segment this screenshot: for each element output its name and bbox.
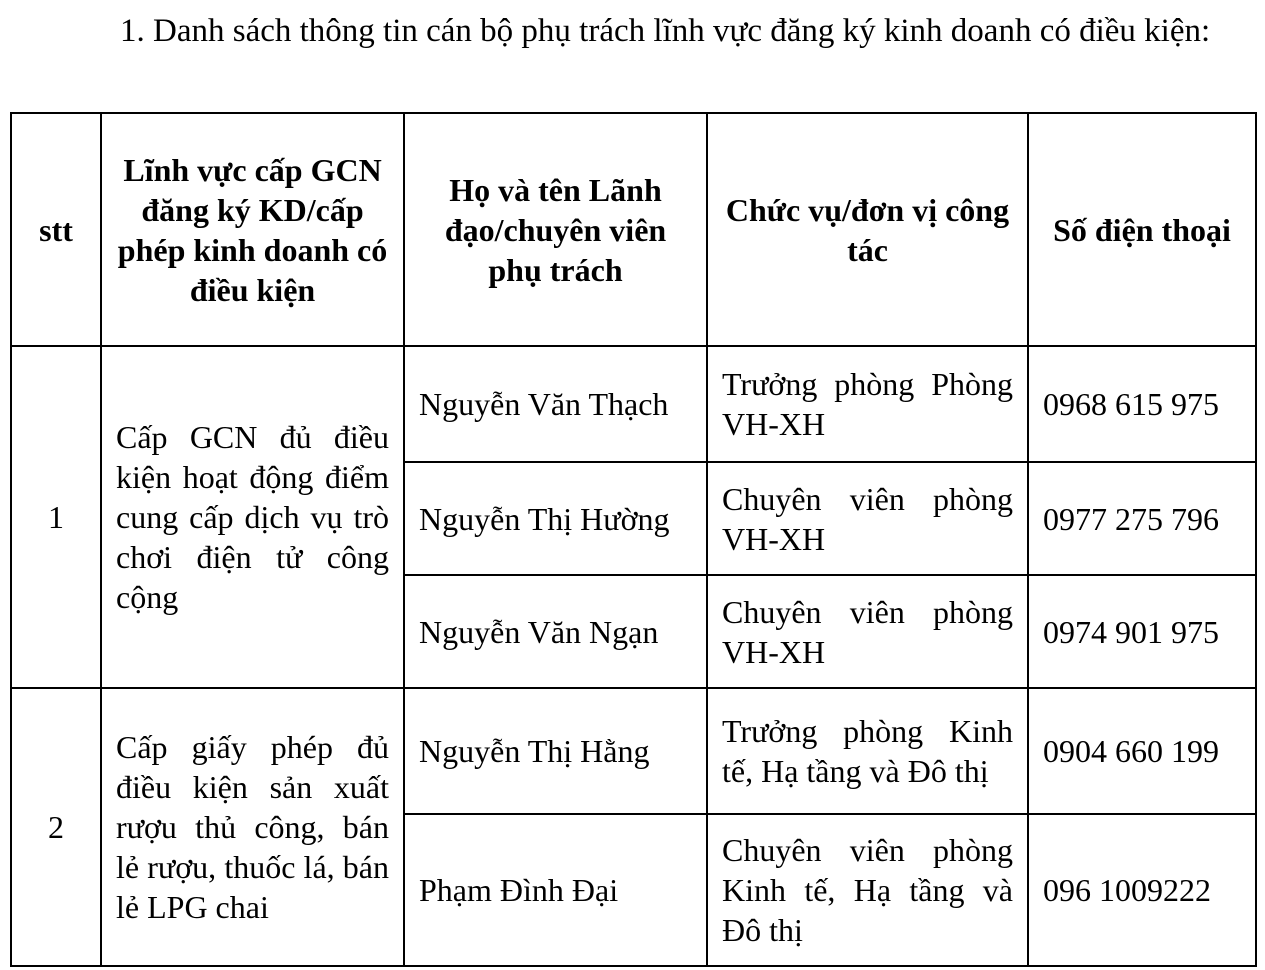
staff-position: Trưởng phòng Phòng VH-XH (707, 346, 1028, 462)
table-row (11, 688, 1256, 814)
header-field: Lĩnh vực cấp GCN đăng ký KD/cấp phép kinh doanh có điều kiện (101, 113, 404, 346)
header-stt: stt (11, 113, 101, 346)
staff-name: Nguyễn Thị Hường (404, 462, 707, 575)
table-header-row (11, 113, 1256, 346)
staff-position: Chuyên viên phòng Kinh tế, Hạ tầng và Đô thị (707, 814, 1028, 966)
header-position: Chức vụ/đơn vị công tác (707, 113, 1028, 346)
staff-name: Nguyễn Văn Thạch (404, 346, 707, 462)
group-stt: 2 (11, 688, 101, 966)
staff-phone: 0974 901 975 (1028, 575, 1256, 688)
staff-name: Nguyễn Thị Hằng (404, 688, 707, 814)
staff-name: Nguyễn Văn Ngạn (404, 575, 707, 688)
staff-position: Trưởng phòng Kinh tế, Hạ tầng và Đô thị (707, 688, 1028, 814)
staff-phone: 096 1009222 (1028, 814, 1256, 966)
group-field: Cấp giấy phép đủ điều kiện sản xuất rượu thủ công, bán lẻ rượu, thuốc lá, bán lẻ LPG chai (101, 688, 404, 966)
header-name: Họ và tên Lãnh đạo/chuyên viên phụ trách (404, 113, 707, 346)
staff-position: Chuyên viên phòng VH-XH (707, 462, 1028, 575)
intro-paragraph: 1. Danh sách thông tin cán bộ phụ trách lĩnh vực đăng ký kinh doanh có điều kiện: (120, 13, 1211, 49)
staff-position: Chuyên viên phòng VH-XH (707, 575, 1028, 688)
staff-phone: 0904 660 199 (1028, 688, 1256, 814)
staff-phone: 0977 275 796 (1028, 462, 1256, 575)
staff-table (10, 112, 1257, 967)
header-phone: Số điện thoại (1028, 113, 1256, 346)
table-row (11, 346, 1256, 462)
group-stt: 1 (11, 346, 101, 688)
staff-name: Phạm Đình Đại (404, 814, 707, 966)
staff-phone: 0968 615 975 (1028, 346, 1256, 462)
group-field: Cấp GCN đủ điều kiện hoạt động điểm cung cấp dịch vụ trò chơi điện tử công cộng (101, 346, 404, 688)
